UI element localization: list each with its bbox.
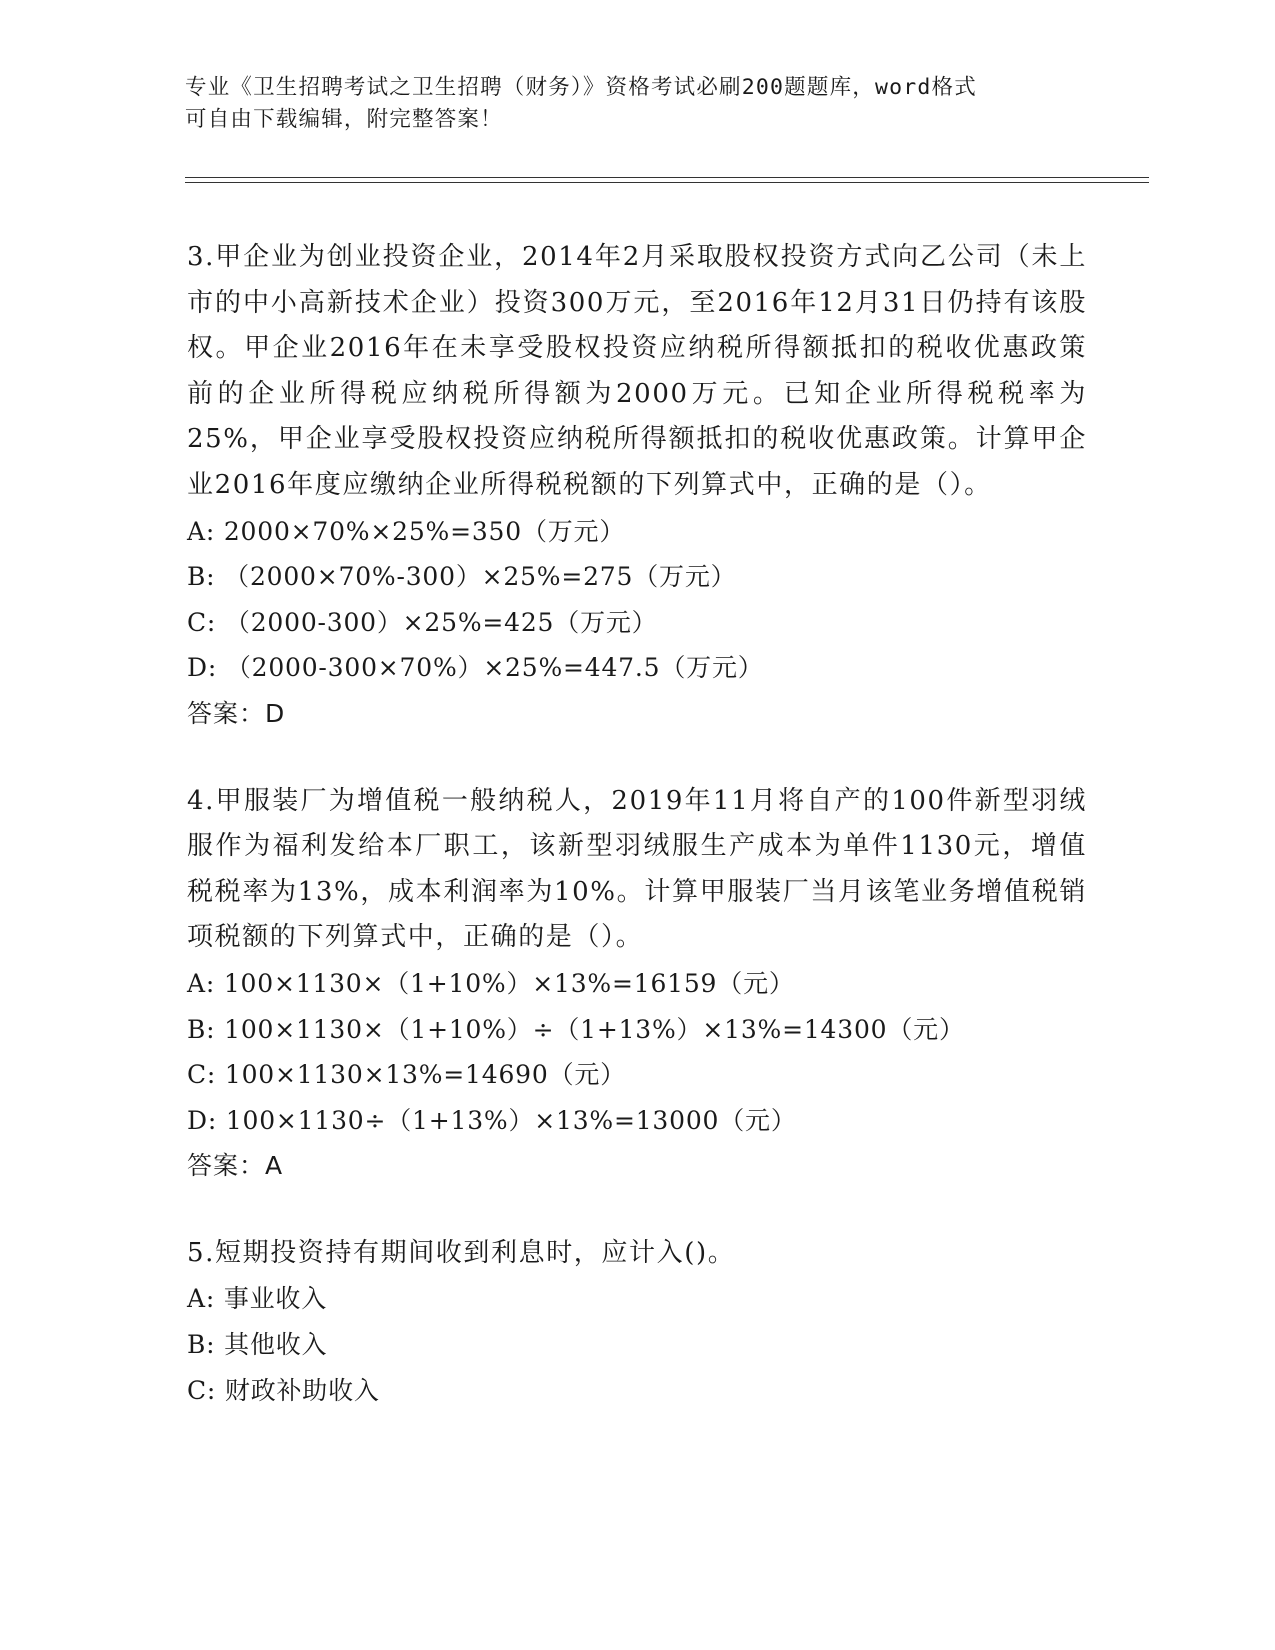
question-5 (187, 1231, 1087, 1413)
question-stem: 5.短期投资持有期间收到利息时，应计入()。 (187, 1237, 736, 1268)
option-b: B: 其他收入 (187, 1330, 328, 1360)
question-3 (187, 235, 1087, 737)
question-list (187, 235, 1087, 1413)
option-d: D: （2000-300×70%）×25%=447.5（万元） (187, 653, 764, 683)
option-c: C: 100×1130×13%=14690（元） (187, 1060, 626, 1090)
question-stem: 3.甲企业为创业投资企业，2014年2月采取股权投资方式向乙公司（未上市的中小高新技术企业）投资300万元，至2016年12月31日仍持有该股权。甲企业2016年在未享受股权投资应纳税所得额抵扣的税收优惠政策前的企业所得税应纳税所得额为2000万元。已知企业所得税税率为25%，甲企业享受股权投资应纳税所得额抵扣的税收优惠政策。计算甲企业2016年度应缴纳企业所得税税额的下列算式中，正确的是（）。 (187, 242, 1087, 500)
document-header (185, 72, 1085, 136)
option-c: C: （2000-300）×25%=425（万元） (187, 607, 658, 637)
question-spacer (187, 1189, 1087, 1231)
header-title-line-1: 专业《卫生招聘考试之卫生招聘（财务）》资格考试必刷200题题库，word格式 (185, 75, 977, 100)
option-d: D: 100×1130÷（1+13%）×13%=13000（元） (187, 1105, 797, 1135)
header-title-line-2: 可自由下载编辑，附完整答案！ (185, 107, 503, 132)
question-stem: 4.甲服装厂为增值税一般纳税人，2019年11月将自产的100件新型羽绒服作为福利发给本厂职工，该新型羽绒服生产成本为单件1130元，增值税税率为13%，成本利润率为10%。计算甲服装厂当月该笔业务增值税销项税额的下列算式中，正确的是（）。 (187, 785, 1087, 953)
answer-label: 答案：A (187, 1151, 284, 1181)
option-a: A: 事业收入 (187, 1284, 328, 1314)
option-a: A: 2000×70%×25%=350（万元） (187, 516, 626, 546)
question-spacer (187, 737, 1087, 779)
option-a: A: 100×1130×（1+10%）×13%=16159（元） (187, 968, 795, 998)
header-divider-bottom (185, 182, 1149, 183)
answer-label: 答案：D (187, 698, 286, 728)
option-c: C: 财政补助收入 (187, 1375, 380, 1405)
question-4 (187, 779, 1087, 1189)
header-divider-top (185, 177, 1149, 178)
option-b: B: （2000×70%-300）×25%=275（万元） (187, 562, 737, 592)
option-b: B: 100×1130×（1+10%）÷（1+13%）×13%=14300（元） (187, 1014, 965, 1044)
